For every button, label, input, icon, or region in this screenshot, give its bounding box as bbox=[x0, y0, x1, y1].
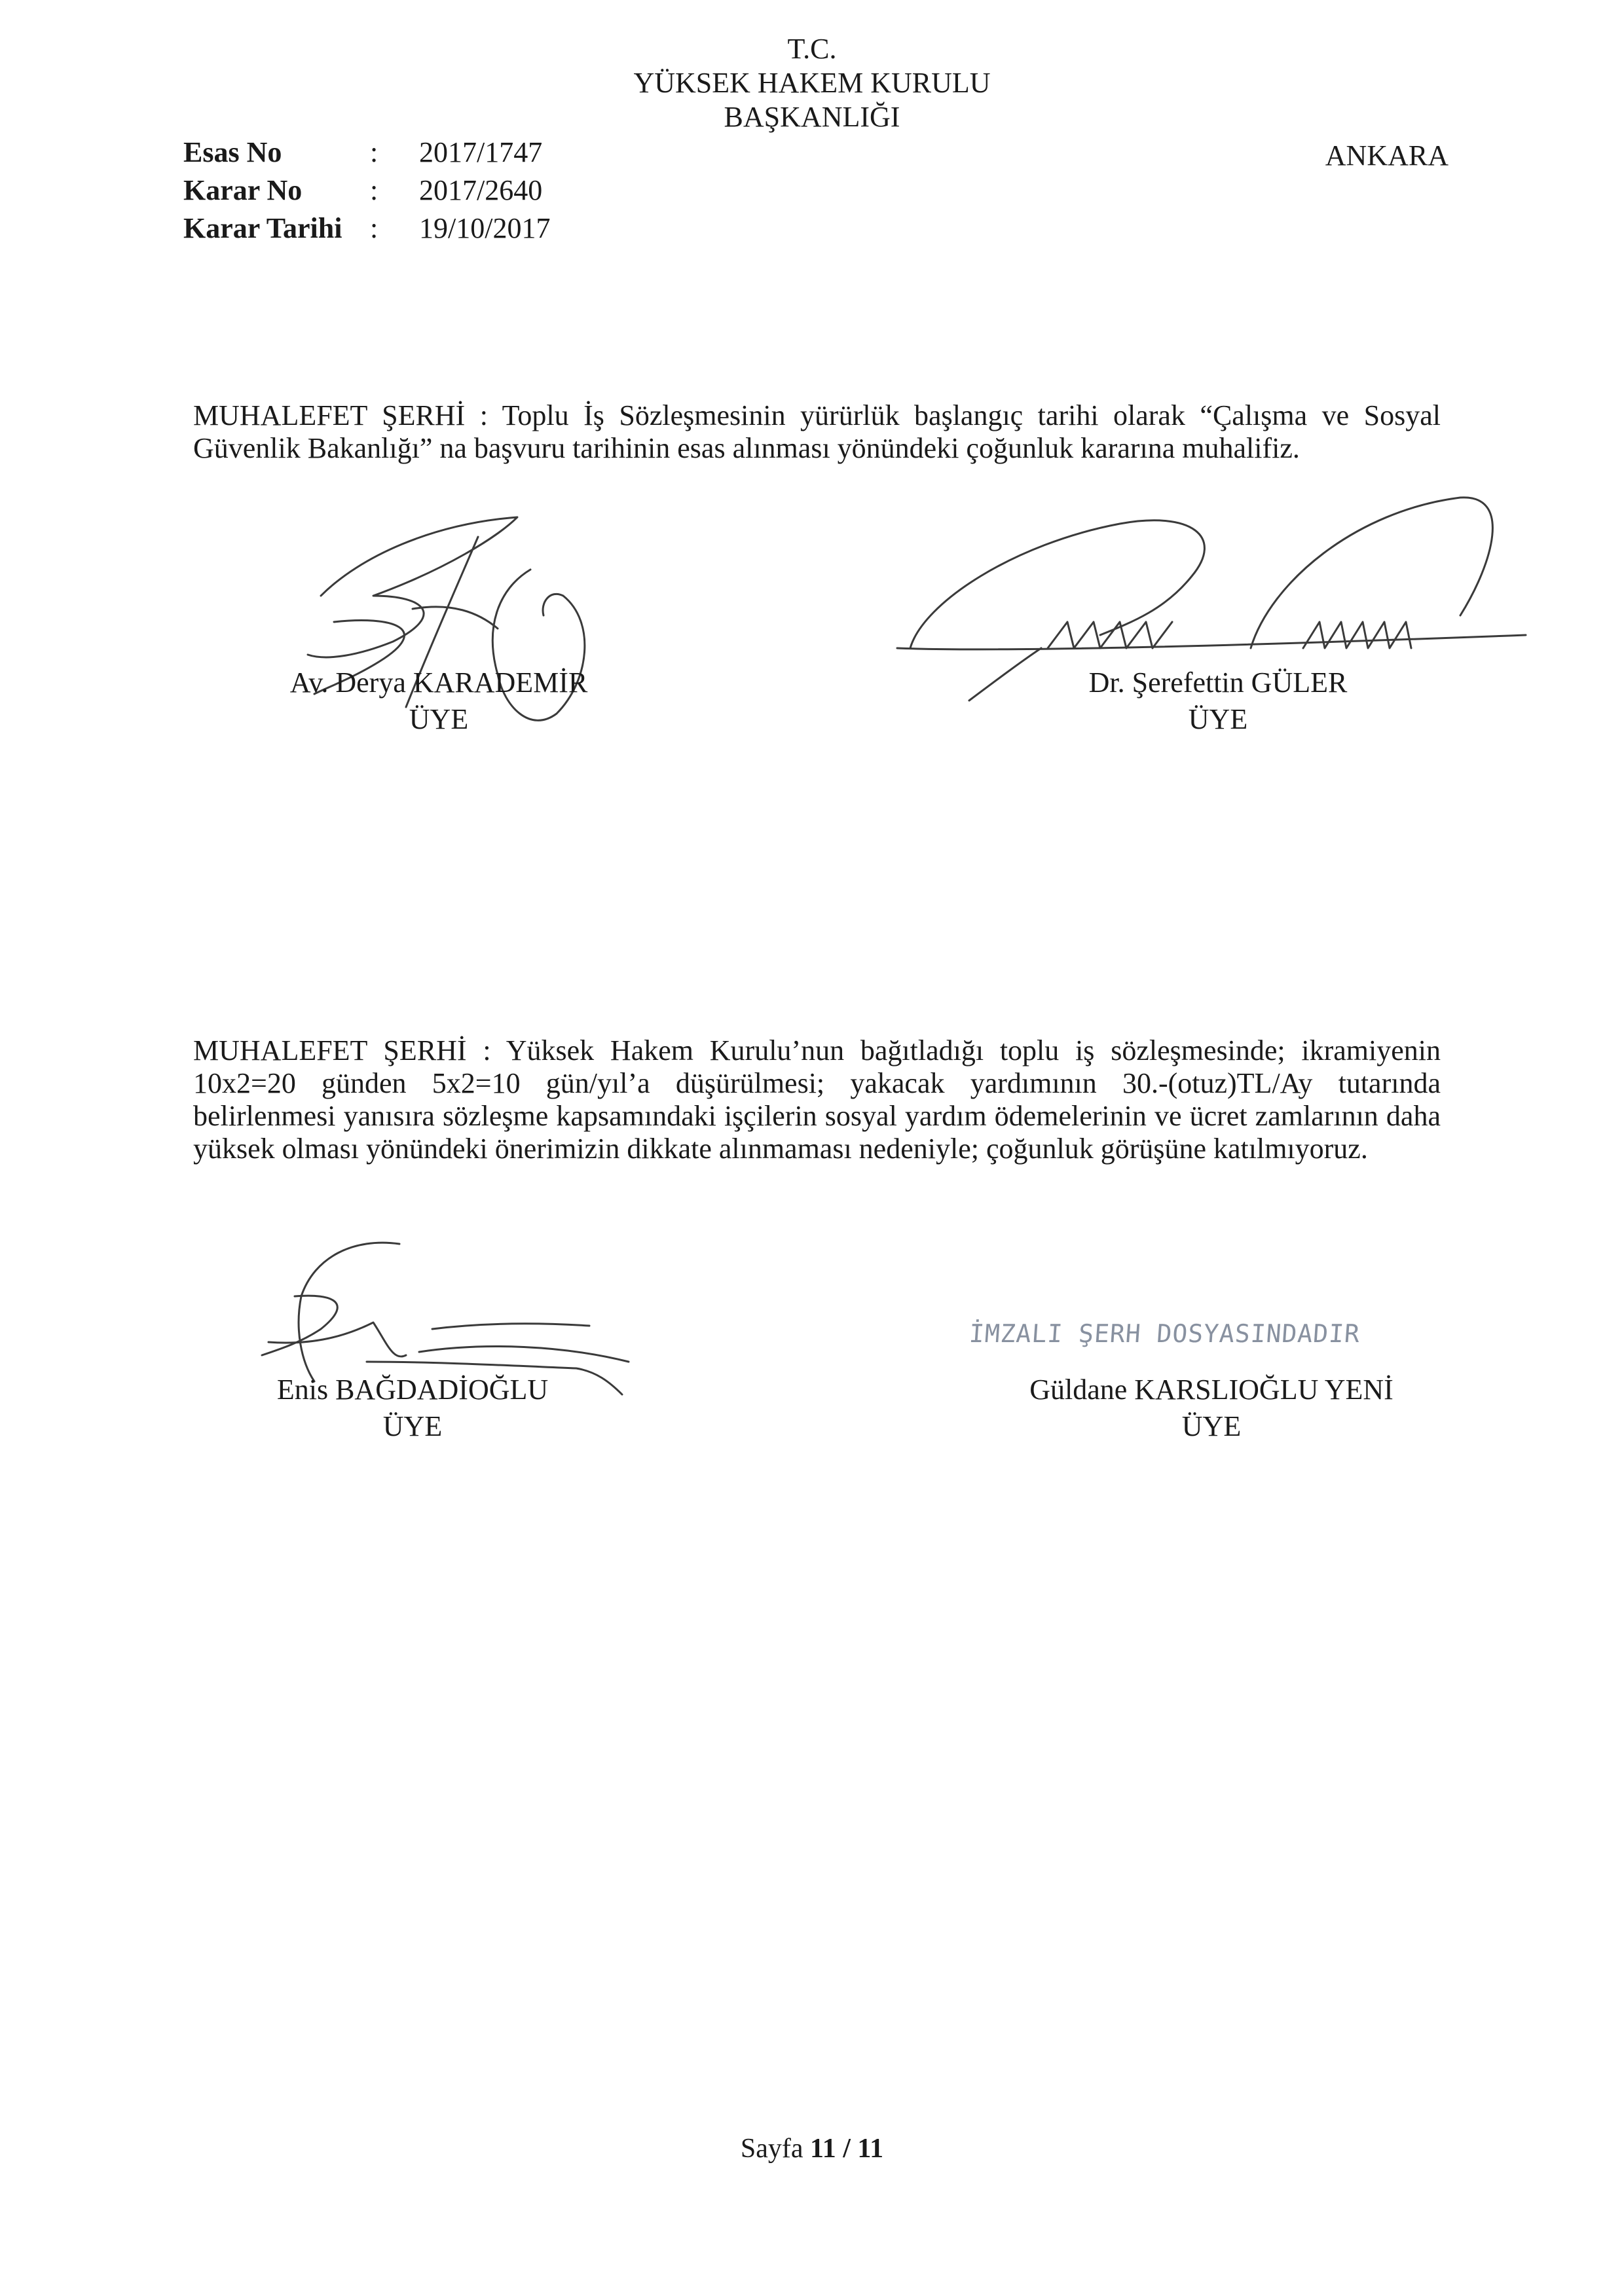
signatory-1 bbox=[236, 665, 642, 738]
page-footer bbox=[0, 2133, 1624, 2164]
meta-karar-row bbox=[183, 172, 542, 209]
tarih-value: 19/10/2017 bbox=[419, 212, 551, 244]
dissent-2-text: MUHALEFET ŞERHİ : Yüksek Hakem Kurulu’nun bağıtladığı toplu iş sözleşmesinde; ikramiyenin 10x2=20 günden 5x2=10 gün/yıl’a düşürülmesi; yakacak yardımının 30.-(otuz)TL/Ay tutarında belirlenmesi yanısıra sözleşme kapsamındaki işçilerin sosyal yardım ödemelerinin ve ücret zamlarının daha yüksek olması yönündeki önerimizin dikkate alınmaması nedeniyle; çoğunluk görüşüne katılmıyoruz. bbox=[193, 1034, 1441, 1165]
signatory-2-name: Dr. Şerefettin GÜLER bbox=[1088, 666, 1348, 699]
signatory-4-role: ÜYE bbox=[1181, 1410, 1242, 1442]
header-tc: T.C. bbox=[787, 33, 837, 65]
header-institution: YÜKSEK HAKEM KURULU bbox=[633, 67, 991, 99]
esas-separator: : bbox=[370, 136, 378, 168]
city: ANKARA bbox=[1325, 139, 1449, 172]
page-number: 11 / 11 bbox=[810, 2134, 884, 2164]
tarih-label: Karar Tarihi bbox=[183, 212, 342, 244]
signatory-3-role: ÜYE bbox=[382, 1410, 443, 1442]
signatory-4-name: Güldane KARSLIOĞLU YENİ bbox=[1029, 1374, 1393, 1406]
signatory-1-name: Av. Derya KARADEMİR bbox=[289, 666, 588, 699]
signatory-2-role: ÜYE bbox=[1188, 703, 1248, 735]
dissent-1-text: MUHALEFET ŞERHİ : Toplu İş Sözleşmesinin yürürlük başlangıç tarihi olarak “Çalışma ve Sosyal Güvenlik Bakanlığı” na başvuru tarihinin esas alınması yönündeki çoğunluk kararına muhalifiz. bbox=[193, 399, 1441, 464]
signatory-1-role: ÜYE bbox=[409, 703, 469, 735]
esas-label: Esas No bbox=[183, 136, 282, 168]
signatory-2 bbox=[995, 665, 1441, 738]
karar-separator: : bbox=[370, 174, 378, 206]
signature-on-file-stamp: İMZALI ŞERH DOSYASINDADIR bbox=[968, 1319, 1361, 1348]
meta-esas-row bbox=[183, 134, 542, 171]
footer-prefix: Sayfa bbox=[740, 2134, 803, 2164]
signatory-4 bbox=[956, 1372, 1467, 1445]
header-presidency: BAŞKANLIĞI bbox=[724, 101, 900, 133]
tarih-separator: : bbox=[370, 212, 378, 244]
esas-value: 2017/1747 bbox=[419, 136, 543, 168]
karar-value: 2017/2640 bbox=[419, 174, 543, 206]
signatory-3 bbox=[229, 1372, 596, 1445]
karar-label: Karar No bbox=[183, 174, 303, 206]
meta-tarih-row bbox=[183, 210, 550, 247]
signatory-3-name: Enis BAĞDADİOĞLU bbox=[276, 1374, 549, 1406]
